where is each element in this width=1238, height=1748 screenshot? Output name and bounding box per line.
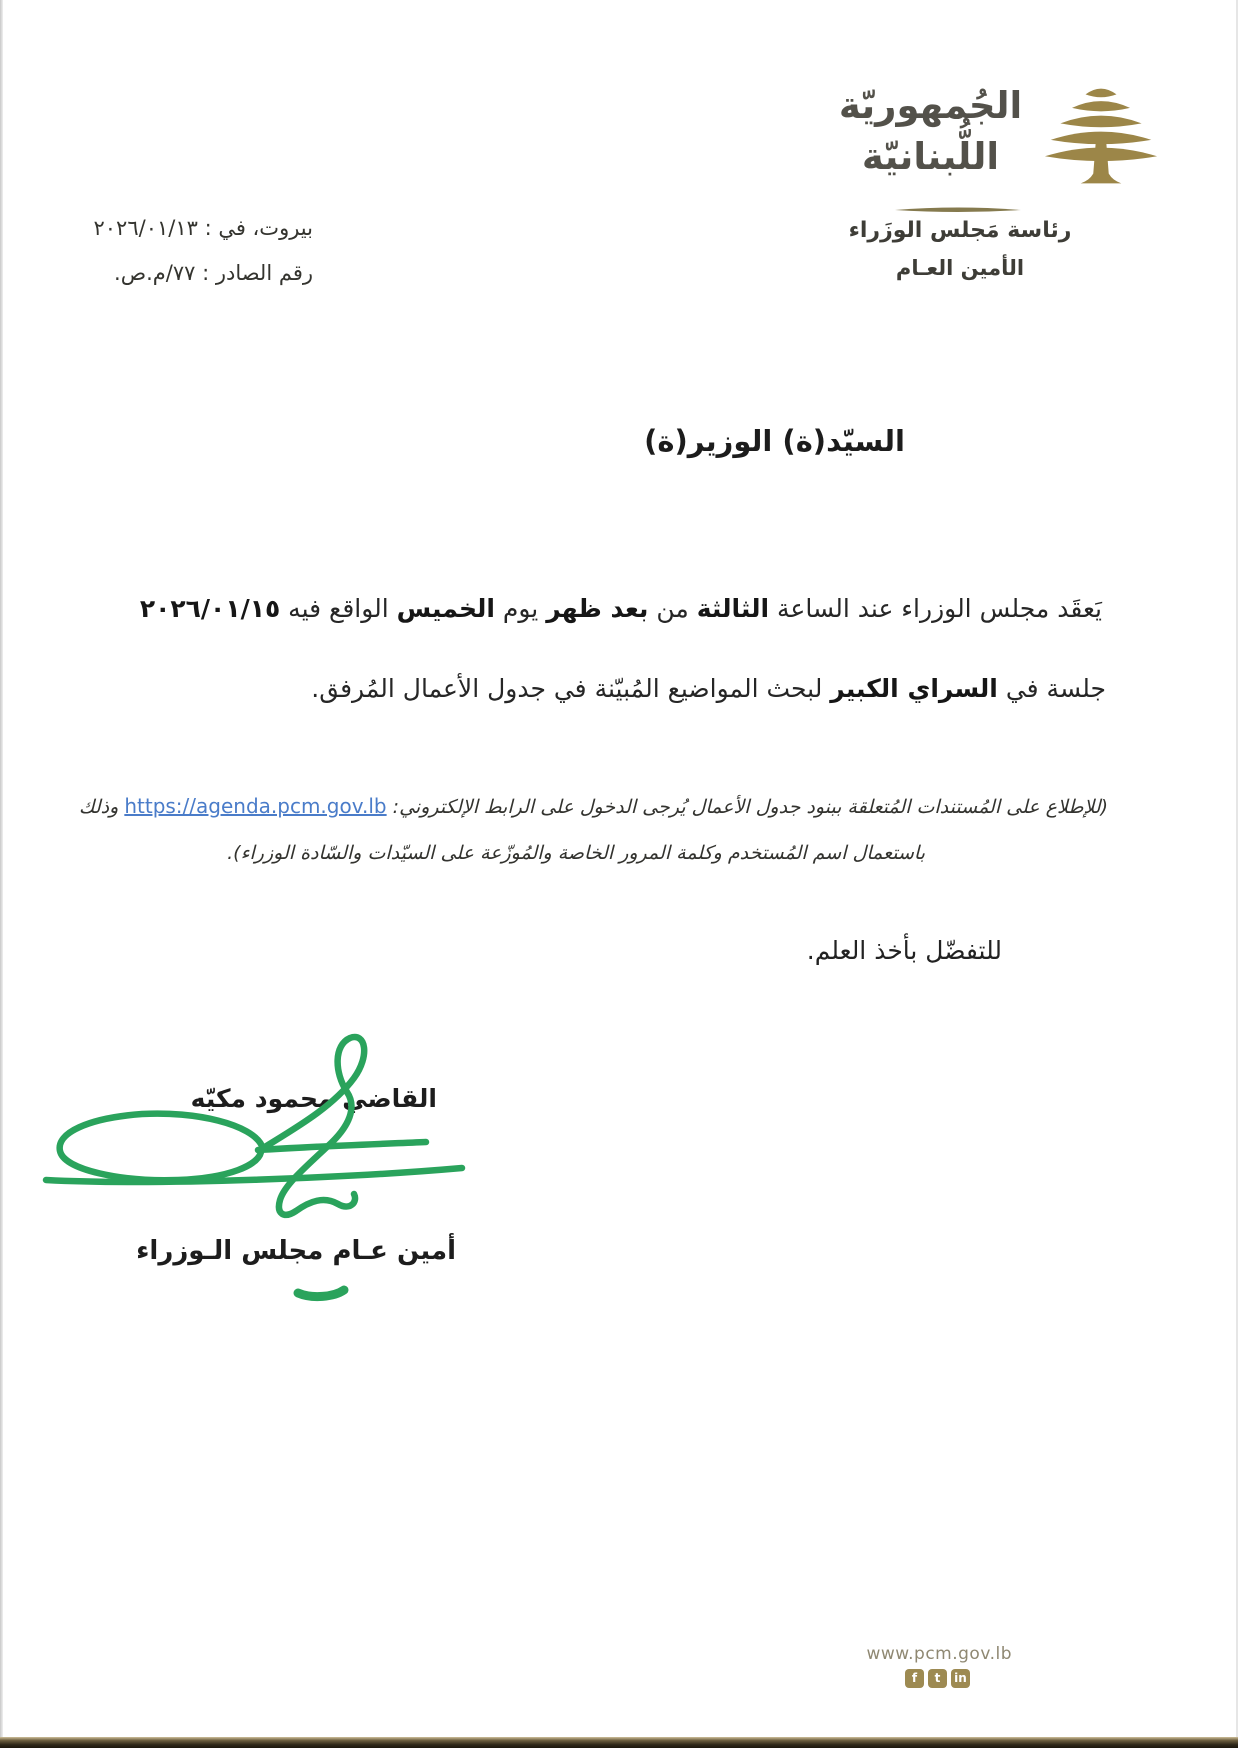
body-text: الواقع فيه <box>280 594 397 623</box>
body-text: جلسة في <box>997 674 1106 703</box>
cedar-logo-icon <box>1043 80 1159 190</box>
calligraphy-line1: الجُمهوريّة <box>838 84 1023 127</box>
closing-line: للتفضّل بأخذ العلم. <box>806 936 1002 965</box>
org-name: رئاسة مَجلس الوزَراء <box>848 218 1072 243</box>
linkedin-icon: in <box>951 1669 970 1688</box>
scan-edge-bottom <box>0 1737 1238 1748</box>
body-paragraph-line2 <box>311 674 1106 703</box>
facebook-icon: f <box>905 1669 924 1688</box>
date-line: بيروت، في : ٢٠٢٦/٠١/١٣ <box>93 216 313 240</box>
note-text: وذلك <box>78 796 125 818</box>
recipient-heading: السيّد(ة) الوزير(ة) <box>644 424 905 458</box>
dept-name: الأمين العـام <box>895 256 1025 280</box>
agenda-link[interactable]: https://agenda.pcm.gov.lb <box>124 794 387 818</box>
body-text: يَعقَد مجلس الوزراء عند الساعة <box>769 594 1102 623</box>
republic-calligraphy <box>828 80 1033 182</box>
swoosh-divider <box>895 205 1021 215</box>
signer-name: القاضي محمود مكيّه <box>190 1084 437 1113</box>
date-reference-block <box>94 206 314 296</box>
handwritten-signature <box>30 1012 490 1312</box>
agenda-note-line2: باستعمال اسم المُستخدم وكلمة المرور الخاصة والمُوزّعة على السيّدات والسّادة الوزراء). <box>227 842 925 864</box>
calligraphy-line2: اللُّبنانيّة <box>861 135 1000 178</box>
session-date: ٢٠٢٦/٠١/١٥ <box>139 594 281 623</box>
agenda-note-line1 <box>79 794 1108 818</box>
body-text-bold: السراي الكبير <box>830 674 998 703</box>
note-text: (للإطلاع على المُستندات المُتعلقة ببنود جدول الأعمال يُرجى الدخول على الرابط الإلكتروني: <box>386 796 1108 818</box>
footer-social-icons <box>905 1669 970 1688</box>
scan-edge-left <box>0 0 3 1748</box>
body-text: من <box>648 594 697 623</box>
body-text-bold: الخميس <box>396 594 495 623</box>
reference-number-line: رقم الصادر : ٧٧/م.ص. <box>114 261 313 285</box>
twitter-icon: t <box>928 1669 947 1688</box>
footer-website-url: www.pcm.gov.lb <box>866 1644 1012 1664</box>
body-text: يوم <box>494 594 547 623</box>
body-text: لبحث المواضيع المُبيّنة في جدول الأعمال المُرفق. <box>311 674 831 703</box>
body-text-bold: الثالثة <box>696 594 770 623</box>
signer-title: أمين عـام مجلس الـوزراء <box>136 1236 456 1266</box>
body-text-bold: بعد ظهر <box>546 594 649 623</box>
letterhead <box>763 72 1163 292</box>
body-paragraph-line1 <box>140 594 1102 623</box>
